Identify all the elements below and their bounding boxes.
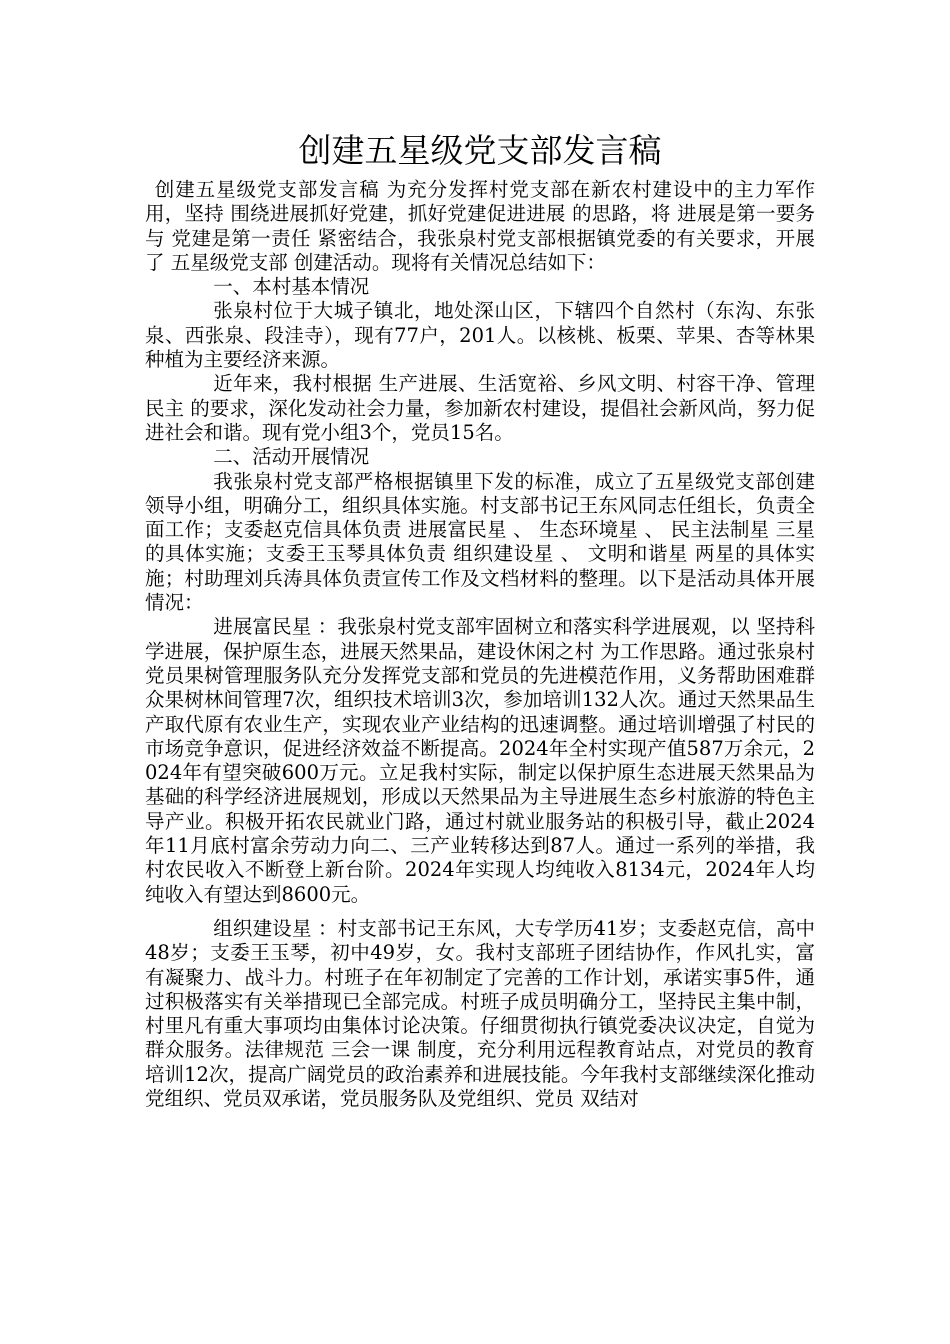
section-heading-activities: 二、活动开展情况	[213, 445, 370, 469]
paragraph-prosperity-star: 进展富民星 ：我张泉村党支部牢固树立和落实科学进展观，以 坚持科学进展，保护原生态，进展天然果品，建设休闲之村 为工作思路。通过张泉村党员果树管理服务队充分发挥党支部和党员的先进模范作用，义务帮助困难群众果树林间管理7次，组织技术培训3次，参加培训132人次。通过天然果品生产取代原有农业生产，实现农业产业结构的迅速调整。通过培训增强了村民的市场竞争意识，促进经济效益不断提高。2024年全村实现产值587万余元，2024年有望突破600万元。立足我村实际，制定以保护原生态进展天然果品为基础的科学经济进展规划，形成以天然果品为主导进展生态乡村旅游的特色主导产业。积极开拓农民就业门路，通过村就业服务站的积极引导，截止2024年11月底村富余劳动力向二、三产业转移达到87人。通过一系列的举措，我村农民收入不断登上新台阶。2024年实现人均纯收入8134元，2024年人均纯收入有望达到8600元。	[145, 615, 815, 906]
document-body	[145, 178, 815, 1111]
paragraph-village-overview: 张泉村位于大城子镇北，地处深山区，下辖四个自然村（东沟、东张泉、西张泉、段洼寺），现有77户，201人。以核桃、板栗、苹果、杏等林果种植为主要经济来源。	[145, 299, 815, 372]
document-title: 创建五星级党支部发言稿	[298, 131, 662, 170]
paragraph-recent-years: 近年来，我村根据 生产进展、生活宽裕、乡风文明、村容干净、管理民主 的要求，深化发动社会力量，参加新农村建设，提倡社会新风尚，努力促进社会和谐。现有党小组3个，党员15名。	[145, 372, 815, 444]
section-heading-basic-info: 一、本村基本情况	[213, 275, 370, 299]
paragraph-leadership-group: 我张泉村党支部严格根据镇里下发的标准，成立了五星级党支部创建领导小组，明确分工，组织具体实施。村支部书记王东风同志任组长，负责全面工作；支委赵克信具体负责 进展富民星 、 生态环境星 、 民主法制星 三星的具体实施；支委王玉琴具体负责 组织建设星 、 文明和谐星 两星的具体实施；村助理刘兵涛具体负责宣传工作及文档材料的整理。以下是活动具体开展情况：	[145, 469, 815, 615]
paragraph-organization-star: 组织建设星 ：村支部书记王东风，大专学历41岁；支委赵克信，高中48岁；支委王玉琴，初中49岁，女。我村支部班子团结协作，作风扎实，富有凝聚力、战斗力。村班子在年初制定了完善的工作计划，承诺实事5件，通过积极落实有关举措现已全部完成。村班子成员明确分工，坚持民主集中制，村里凡有重大事项均由集体讨论决策。仔细贯彻执行镇党委决议决定，自觉为群众服务。法律规范 三会一课 制度，充分利用远程教育站点，对党员的教育培训12次，提高广阔党员的政治素养和进展技能。今年我村支部继续深化推动党组织、党员双承诺，党员服务队及党组织、党员 双结对	[145, 916, 815, 1110]
intro-paragraph: 创建五星级党支部发言稿 为充分发挥村党支部在新农村建设中的主力军作用，坚持 围绕进展抓好党建，抓好党建促进进展 的思路，将 进展是第一要务 与 党建是第一责任 紧密结合，我张泉村党支部根据镇党委的有关要求，开展了 五星级党支部 创建活动。现将有关情况总结如下：	[145, 178, 815, 274]
document-page	[145, 130, 815, 1111]
